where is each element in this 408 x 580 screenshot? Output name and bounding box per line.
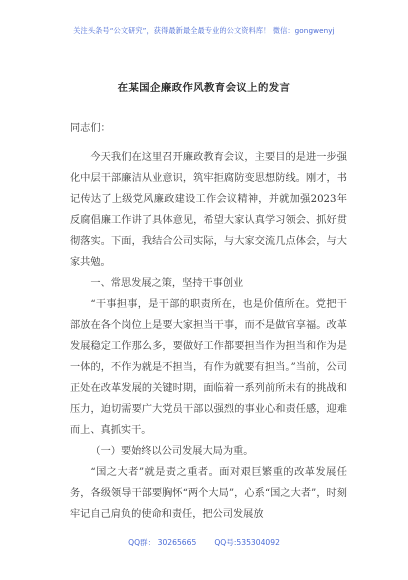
qq-group-text: QQ群： 30265665 [128,538,197,547]
salutation: 同志们： [70,123,111,134]
paragraph-intro: 今天我们在这里召开廉政教育会议，主要目的是进一步强化中层干部廉洁从业意识，筑牢拒腐防变思想防线。刚才，书记传达了上级党风廉政建设工作会议精神，并就加强2023年反腐倡廉工作讲了具体意见，希望大家认真学习领会、抓好贯彻落实。下面，我结合公司实际，与大家交流几点体会，与大家共勉。 [70,152,347,268]
document-body [70,118,347,525]
document-title: 在某国企廉政作风教育会议上的发言 [117,82,291,94]
promo-header: 关注头条号“公文研究”，获得最新最全最专业的公文资料库！ 微信：gongwenyj [73,26,335,35]
subsection-heading-1: （一）要始终以公司发展大局为重。 [90,446,254,457]
contact-footer [0,537,408,548]
qq-number-text: QQ号:535304092 [214,538,280,547]
paragraph-quote: “干事担事，是干部的职责所在，也是价值所在。党把干部放在各个岗位上是要大家担当干事，而不是做官享福。改革发展稳定工作那么多，要做好工作都要担当作为担当和作为是一体的，不作为就是不担当，有作为就要有担当。”当前，公司正处在改革发展的关键时期，面临着一系列前所未有的挑战和压力，迫切需要广大党员干部以强烈的事业心和责任感，迎难而上、真抓实干。 [70,299,347,436]
paragraph-guozhida: “国之大者”就是责之重者。面对艰巨繁重的改革发展任务，各级领导干部要胸怀“两个大局”，心系“国之大者”，时刻牢记自己肩负的使命和责任，把公司发展放 [70,467,347,520]
section-heading-1: 一、常思发展之策，坚持干事创业 [90,278,244,289]
